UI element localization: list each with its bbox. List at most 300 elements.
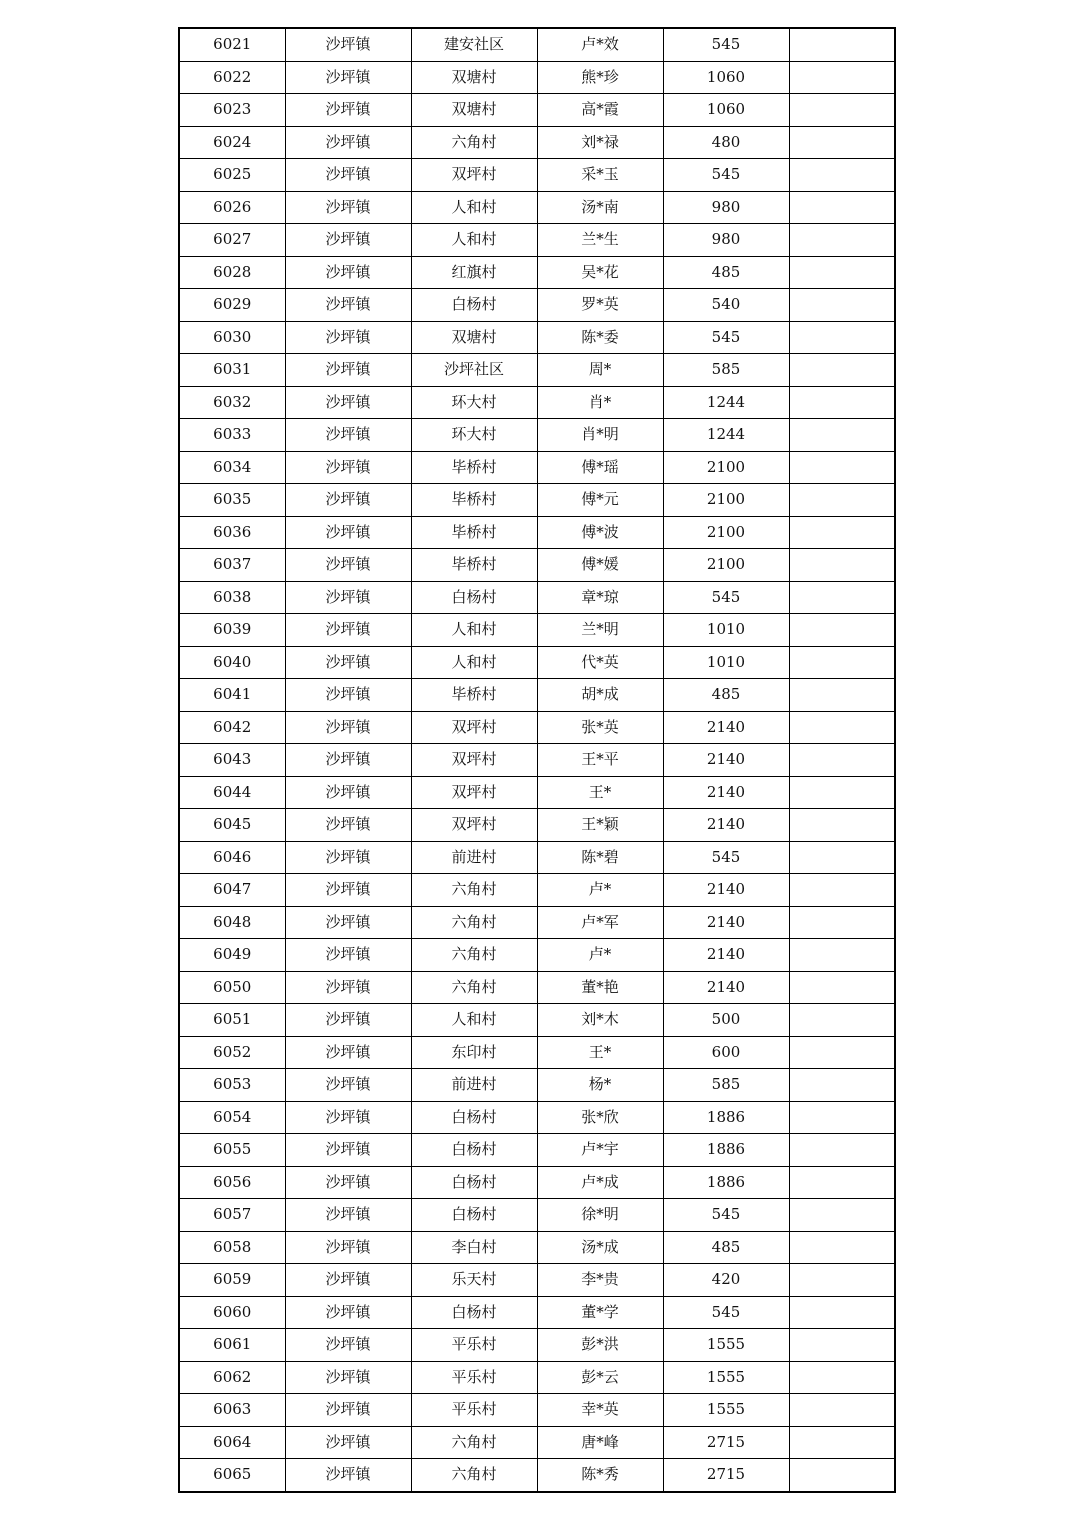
- amount-cell: 2100: [663, 516, 789, 549]
- amount-cell: 2140: [663, 939, 789, 972]
- person-name-cell: 高*霞: [537, 94, 663, 127]
- remark-cell: [789, 679, 895, 712]
- record-number-cell: 6044: [179, 776, 285, 809]
- amount-cell: 585: [663, 354, 789, 387]
- person-name-cell: 陈*碧: [537, 841, 663, 874]
- town-cell: 沙坪镇: [285, 1069, 411, 1102]
- remark-cell: [789, 1329, 895, 1362]
- amount-cell: 2140: [663, 809, 789, 842]
- village-cell: 沙坪社区: [411, 354, 537, 387]
- village-cell: 白杨村: [411, 289, 537, 322]
- record-number-cell: 6043: [179, 744, 285, 777]
- remark-cell: [789, 646, 895, 679]
- table-row: [179, 484, 895, 517]
- remark-cell: [789, 1199, 895, 1232]
- town-cell: 沙坪镇: [285, 1134, 411, 1167]
- town-cell: 沙坪镇: [285, 744, 411, 777]
- person-name-cell: 王*: [537, 1036, 663, 1069]
- amount-cell: 485: [663, 1231, 789, 1264]
- town-cell: 沙坪镇: [285, 159, 411, 192]
- amount-cell: 1060: [663, 94, 789, 127]
- record-number-cell: 6031: [179, 354, 285, 387]
- person-name-cell: 兰*明: [537, 614, 663, 647]
- table-row: [179, 1004, 895, 1037]
- amount-cell: 545: [663, 321, 789, 354]
- record-number-cell: 6052: [179, 1036, 285, 1069]
- amount-cell: 980: [663, 191, 789, 224]
- record-number-cell: 6038: [179, 581, 285, 614]
- remark-cell: [789, 549, 895, 582]
- town-cell: 沙坪镇: [285, 1231, 411, 1264]
- table-row: [179, 28, 895, 61]
- remark-cell: [789, 939, 895, 972]
- amount-cell: 485: [663, 679, 789, 712]
- remark-cell: [789, 971, 895, 1004]
- table-row: [179, 321, 895, 354]
- record-number-cell: 6065: [179, 1459, 285, 1492]
- remark-cell: [789, 126, 895, 159]
- amount-cell: 500: [663, 1004, 789, 1037]
- village-cell: 六角村: [411, 1459, 537, 1492]
- town-cell: 沙坪镇: [285, 711, 411, 744]
- town-cell: 沙坪镇: [285, 646, 411, 679]
- remark-cell: [789, 1036, 895, 1069]
- remark-cell: [789, 516, 895, 549]
- amount-cell: 485: [663, 256, 789, 289]
- record-number-cell: 6026: [179, 191, 285, 224]
- remark-cell: [789, 224, 895, 257]
- remark-cell: [789, 354, 895, 387]
- village-cell: 双坪村: [411, 159, 537, 192]
- amount-cell: 545: [663, 28, 789, 61]
- table-row: [179, 516, 895, 549]
- record-number-cell: 6033: [179, 419, 285, 452]
- amount-cell: 1886: [663, 1166, 789, 1199]
- remark-cell: [789, 1264, 895, 1297]
- village-cell: 前进村: [411, 841, 537, 874]
- amount-cell: 420: [663, 1264, 789, 1297]
- table-row: [179, 1426, 895, 1459]
- table-row: [179, 1199, 895, 1232]
- town-cell: 沙坪镇: [285, 1426, 411, 1459]
- village-cell: 白杨村: [411, 1101, 537, 1134]
- town-cell: 沙坪镇: [285, 1264, 411, 1297]
- town-cell: 沙坪镇: [285, 841, 411, 874]
- table-row: [179, 1231, 895, 1264]
- village-cell: 六角村: [411, 939, 537, 972]
- town-cell: 沙坪镇: [285, 126, 411, 159]
- remark-cell: [789, 1296, 895, 1329]
- remark-cell: [789, 841, 895, 874]
- town-cell: 沙坪镇: [285, 581, 411, 614]
- town-cell: 沙坪镇: [285, 1101, 411, 1134]
- village-cell: 人和村: [411, 1004, 537, 1037]
- person-name-cell: 卢*效: [537, 28, 663, 61]
- town-cell: 沙坪镇: [285, 516, 411, 549]
- record-number-cell: 6027: [179, 224, 285, 257]
- record-number-cell: 6064: [179, 1426, 285, 1459]
- town-cell: 沙坪镇: [285, 1199, 411, 1232]
- remark-cell: [789, 1426, 895, 1459]
- village-cell: 六角村: [411, 971, 537, 1004]
- village-cell: 建安社区: [411, 28, 537, 61]
- village-cell: 白杨村: [411, 1199, 537, 1232]
- remark-cell: [789, 1459, 895, 1492]
- table-row: [179, 1101, 895, 1134]
- record-number-cell: 6034: [179, 451, 285, 484]
- town-cell: 沙坪镇: [285, 679, 411, 712]
- amount-cell: 585: [663, 1069, 789, 1102]
- person-name-cell: 汤*成: [537, 1231, 663, 1264]
- village-cell: 白杨村: [411, 1296, 537, 1329]
- table-row: [179, 744, 895, 777]
- table-body: [179, 28, 895, 1492]
- town-cell: 沙坪镇: [285, 1296, 411, 1329]
- village-cell: 环大村: [411, 419, 537, 452]
- person-name-cell: 杨*: [537, 1069, 663, 1102]
- table-row: [179, 61, 895, 94]
- town-cell: 沙坪镇: [285, 224, 411, 257]
- amount-cell: 2140: [663, 971, 789, 1004]
- town-cell: 沙坪镇: [285, 94, 411, 127]
- remark-cell: [789, 874, 895, 907]
- village-cell: 六角村: [411, 874, 537, 907]
- table-row: [179, 549, 895, 582]
- record-number-cell: 6056: [179, 1166, 285, 1199]
- table-row: [179, 191, 895, 224]
- amount-cell: 1244: [663, 386, 789, 419]
- table-row: [179, 94, 895, 127]
- remark-cell: [789, 614, 895, 647]
- amount-cell: 2140: [663, 906, 789, 939]
- town-cell: 沙坪镇: [285, 419, 411, 452]
- remark-cell: [789, 191, 895, 224]
- person-name-cell: 吴*花: [537, 256, 663, 289]
- table-row: [179, 126, 895, 159]
- table-row: [179, 1329, 895, 1362]
- remark-cell: [789, 1166, 895, 1199]
- amount-cell: 2715: [663, 1459, 789, 1492]
- person-name-cell: 卢*宇: [537, 1134, 663, 1167]
- remark-cell: [789, 386, 895, 419]
- amount-cell: 545: [663, 159, 789, 192]
- amount-cell: 2140: [663, 744, 789, 777]
- town-cell: 沙坪镇: [285, 256, 411, 289]
- town-cell: 沙坪镇: [285, 809, 411, 842]
- table-row: [179, 711, 895, 744]
- person-name-cell: 兰*生: [537, 224, 663, 257]
- person-name-cell: 张*欣: [537, 1101, 663, 1134]
- person-name-cell: 傅*媛: [537, 549, 663, 582]
- table-row: [179, 906, 895, 939]
- village-cell: 毕桥村: [411, 549, 537, 582]
- record-number-cell: 6039: [179, 614, 285, 647]
- remark-cell: [789, 61, 895, 94]
- person-name-cell: 章*琼: [537, 581, 663, 614]
- village-cell: 双坪村: [411, 776, 537, 809]
- table-row: [179, 289, 895, 322]
- village-cell: 环大村: [411, 386, 537, 419]
- village-cell: 六角村: [411, 126, 537, 159]
- village-cell: 东印村: [411, 1036, 537, 1069]
- amount-cell: 2100: [663, 549, 789, 582]
- table-row: [179, 159, 895, 192]
- table-row: [179, 679, 895, 712]
- amount-cell: 980: [663, 224, 789, 257]
- person-name-cell: 肖*明: [537, 419, 663, 452]
- table-row: [179, 939, 895, 972]
- amount-cell: 2140: [663, 776, 789, 809]
- record-number-cell: 6054: [179, 1101, 285, 1134]
- person-name-cell: 熊*珍: [537, 61, 663, 94]
- record-number-cell: 6049: [179, 939, 285, 972]
- person-name-cell: 董*艳: [537, 971, 663, 1004]
- remark-cell: [789, 1394, 895, 1427]
- village-cell: 平乐村: [411, 1394, 537, 1427]
- record-number-cell: 6041: [179, 679, 285, 712]
- table-row: [179, 776, 895, 809]
- town-cell: 沙坪镇: [285, 1394, 411, 1427]
- remark-cell: [789, 744, 895, 777]
- person-name-cell: 卢*成: [537, 1166, 663, 1199]
- village-cell: 人和村: [411, 646, 537, 679]
- remark-cell: [789, 1231, 895, 1264]
- town-cell: 沙坪镇: [285, 776, 411, 809]
- village-cell: 平乐村: [411, 1361, 537, 1394]
- village-cell: 双塘村: [411, 94, 537, 127]
- record-number-cell: 6063: [179, 1394, 285, 1427]
- record-number-cell: 6047: [179, 874, 285, 907]
- person-name-cell: 卢*: [537, 874, 663, 907]
- record-number-cell: 6023: [179, 94, 285, 127]
- town-cell: 沙坪镇: [285, 1329, 411, 1362]
- record-number-cell: 6061: [179, 1329, 285, 1362]
- person-name-cell: 唐*峰: [537, 1426, 663, 1459]
- record-number-cell: 6053: [179, 1069, 285, 1102]
- person-name-cell: 陈*秀: [537, 1459, 663, 1492]
- record-number-cell: 6030: [179, 321, 285, 354]
- village-cell: 毕桥村: [411, 484, 537, 517]
- remark-cell: [789, 581, 895, 614]
- village-cell: 双塘村: [411, 321, 537, 354]
- table-row: [179, 1069, 895, 1102]
- amount-cell: 540: [663, 289, 789, 322]
- record-number-cell: 6032: [179, 386, 285, 419]
- town-cell: 沙坪镇: [285, 549, 411, 582]
- town-cell: 沙坪镇: [285, 906, 411, 939]
- table-row: [179, 1459, 895, 1492]
- amount-cell: 1244: [663, 419, 789, 452]
- table-row: [179, 1296, 895, 1329]
- remark-cell: [789, 484, 895, 517]
- village-cell: 六角村: [411, 906, 537, 939]
- amount-cell: 2100: [663, 484, 789, 517]
- amount-cell: 480: [663, 126, 789, 159]
- record-number-cell: 6025: [179, 159, 285, 192]
- amount-cell: 1886: [663, 1101, 789, 1134]
- record-number-cell: 6045: [179, 809, 285, 842]
- person-name-cell: 张*英: [537, 711, 663, 744]
- amount-cell: 1010: [663, 614, 789, 647]
- record-number-cell: 6022: [179, 61, 285, 94]
- table-row: [179, 581, 895, 614]
- table-row: [179, 451, 895, 484]
- remark-cell: [789, 1361, 895, 1394]
- remark-cell: [789, 289, 895, 322]
- remark-cell: [789, 1134, 895, 1167]
- table-row: [179, 1036, 895, 1069]
- person-name-cell: 幸*英: [537, 1394, 663, 1427]
- amount-cell: 545: [663, 581, 789, 614]
- amount-cell: 1010: [663, 646, 789, 679]
- village-cell: 双塘村: [411, 61, 537, 94]
- remark-cell: [789, 1101, 895, 1134]
- town-cell: 沙坪镇: [285, 61, 411, 94]
- town-cell: 沙坪镇: [285, 321, 411, 354]
- person-name-cell: 董*学: [537, 1296, 663, 1329]
- record-number-cell: 6050: [179, 971, 285, 1004]
- amount-cell: 600: [663, 1036, 789, 1069]
- person-name-cell: 王*: [537, 776, 663, 809]
- table-row: [179, 386, 895, 419]
- amount-cell: 1886: [663, 1134, 789, 1167]
- remark-cell: [789, 28, 895, 61]
- table-row: [179, 354, 895, 387]
- village-cell: 平乐村: [411, 1329, 537, 1362]
- record-number-cell: 6036: [179, 516, 285, 549]
- person-name-cell: 罗*英: [537, 289, 663, 322]
- amount-cell: 1555: [663, 1394, 789, 1427]
- remark-cell: [789, 256, 895, 289]
- remark-cell: [789, 906, 895, 939]
- village-cell: 乐天村: [411, 1264, 537, 1297]
- village-cell: 六角村: [411, 1426, 537, 1459]
- record-number-cell: 6062: [179, 1361, 285, 1394]
- table-row: [179, 874, 895, 907]
- village-cell: 毕桥村: [411, 516, 537, 549]
- amount-cell: 1060: [663, 61, 789, 94]
- person-name-cell: 彭*云: [537, 1361, 663, 1394]
- person-name-cell: 卢*: [537, 939, 663, 972]
- town-cell: 沙坪镇: [285, 1166, 411, 1199]
- amount-cell: 2140: [663, 874, 789, 907]
- amount-cell: 1555: [663, 1329, 789, 1362]
- table-row: [179, 256, 895, 289]
- data-table: [178, 27, 896, 1493]
- table-row: [179, 419, 895, 452]
- table-row: [179, 1361, 895, 1394]
- remark-cell: [789, 451, 895, 484]
- village-cell: 双坪村: [411, 744, 537, 777]
- remark-cell: [789, 419, 895, 452]
- record-number-cell: 6037: [179, 549, 285, 582]
- town-cell: 沙坪镇: [285, 1459, 411, 1492]
- remark-cell: [789, 1004, 895, 1037]
- town-cell: 沙坪镇: [285, 289, 411, 322]
- remark-cell: [789, 159, 895, 192]
- amount-cell: 2100: [663, 451, 789, 484]
- table-row: [179, 971, 895, 1004]
- village-cell: 李白村: [411, 1231, 537, 1264]
- town-cell: 沙坪镇: [285, 1004, 411, 1037]
- amount-cell: 1555: [663, 1361, 789, 1394]
- village-cell: 白杨村: [411, 1134, 537, 1167]
- remark-cell: [789, 94, 895, 127]
- person-name-cell: 彭*洪: [537, 1329, 663, 1362]
- person-name-cell: 周*: [537, 354, 663, 387]
- amount-cell: 2715: [663, 1426, 789, 1459]
- table-row: [179, 646, 895, 679]
- record-number-cell: 6040: [179, 646, 285, 679]
- village-cell: 红旗村: [411, 256, 537, 289]
- table-row: [179, 224, 895, 257]
- person-name-cell: 刘*禄: [537, 126, 663, 159]
- table-row: [179, 841, 895, 874]
- record-number-cell: 6024: [179, 126, 285, 159]
- remark-cell: [789, 321, 895, 354]
- person-name-cell: 胡*成: [537, 679, 663, 712]
- village-cell: 毕桥村: [411, 679, 537, 712]
- person-name-cell: 汤*南: [537, 191, 663, 224]
- person-name-cell: 傅*瑶: [537, 451, 663, 484]
- remark-cell: [789, 809, 895, 842]
- village-cell: 双坪村: [411, 809, 537, 842]
- person-name-cell: 傅*波: [537, 516, 663, 549]
- town-cell: 沙坪镇: [285, 451, 411, 484]
- town-cell: 沙坪镇: [285, 191, 411, 224]
- person-name-cell: 徐*明: [537, 1199, 663, 1232]
- amount-cell: 545: [663, 1199, 789, 1232]
- amount-cell: 545: [663, 841, 789, 874]
- record-number-cell: 6051: [179, 1004, 285, 1037]
- table-row: [179, 614, 895, 647]
- village-cell: 人和村: [411, 191, 537, 224]
- person-name-cell: 肖*: [537, 386, 663, 419]
- person-name-cell: 王*颖: [537, 809, 663, 842]
- town-cell: 沙坪镇: [285, 614, 411, 647]
- record-number-cell: 6055: [179, 1134, 285, 1167]
- person-name-cell: 傅*元: [537, 484, 663, 517]
- town-cell: 沙坪镇: [285, 1361, 411, 1394]
- town-cell: 沙坪镇: [285, 939, 411, 972]
- record-number-cell: 6059: [179, 1264, 285, 1297]
- town-cell: 沙坪镇: [285, 971, 411, 1004]
- person-name-cell: 李*贵: [537, 1264, 663, 1297]
- amount-cell: 545: [663, 1296, 789, 1329]
- village-cell: 前进村: [411, 1069, 537, 1102]
- amount-cell: 2140: [663, 711, 789, 744]
- record-number-cell: 6048: [179, 906, 285, 939]
- town-cell: 沙坪镇: [285, 354, 411, 387]
- town-cell: 沙坪镇: [285, 874, 411, 907]
- table-row: [179, 1166, 895, 1199]
- record-number-cell: 6057: [179, 1199, 285, 1232]
- town-cell: 沙坪镇: [285, 28, 411, 61]
- person-name-cell: 王*平: [537, 744, 663, 777]
- person-name-cell: 刘*木: [537, 1004, 663, 1037]
- person-name-cell: 采*玉: [537, 159, 663, 192]
- table-row: [179, 1394, 895, 1427]
- remark-cell: [789, 711, 895, 744]
- person-name-cell: 卢*军: [537, 906, 663, 939]
- person-name-cell: 陈*委: [537, 321, 663, 354]
- record-number-cell: 6021: [179, 28, 285, 61]
- record-number-cell: 6058: [179, 1231, 285, 1264]
- village-cell: 白杨村: [411, 1166, 537, 1199]
- village-cell: 人和村: [411, 224, 537, 257]
- record-number-cell: 6042: [179, 711, 285, 744]
- town-cell: 沙坪镇: [285, 1036, 411, 1069]
